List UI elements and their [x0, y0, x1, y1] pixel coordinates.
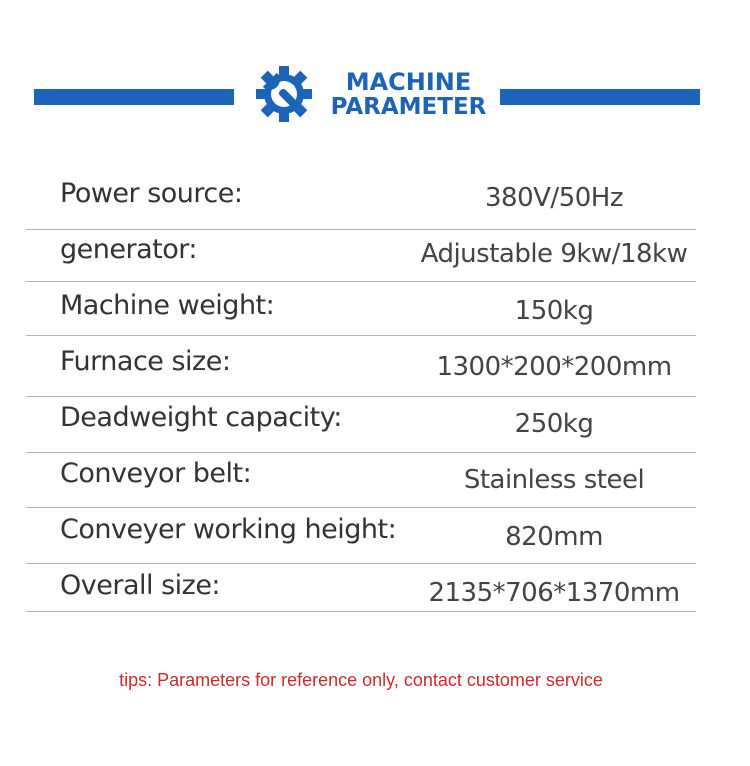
param-value: 150kg	[514, 296, 594, 326]
param-label: Conveyer working height:	[60, 514, 397, 545]
param-label: Deadweight capacity:	[60, 402, 342, 433]
title-line-1: MACHINE	[345, 68, 472, 96]
row-divider	[26, 335, 696, 336]
row-divider	[26, 396, 696, 397]
param-label: generator:	[60, 234, 197, 265]
param-value: 2135*706*1370mm	[428, 578, 680, 608]
param-label: Conveyor belt:	[60, 458, 252, 489]
param-value: 250kg	[514, 409, 594, 439]
title-line-2: PARAMETER	[330, 94, 487, 120]
row-divider	[26, 229, 696, 230]
param-label: Machine weight:	[60, 290, 275, 321]
tips-note: tips: Parameters for reference only, contact customer service	[119, 670, 603, 690]
param-label: Power source:	[60, 178, 243, 209]
param-value: 1300*200*200mm	[436, 352, 672, 382]
row-divider	[26, 563, 696, 564]
section-title	[321, 70, 496, 120]
param-value: Adjustable 9kw/18kw	[420, 239, 688, 269]
row-divider	[26, 507, 696, 508]
gear-wrench-icon	[255, 65, 313, 123]
header-bar-right	[500, 89, 700, 105]
parameter-table	[26, 170, 696, 612]
row-divider	[26, 452, 696, 453]
param-label: Overall size:	[60, 570, 221, 601]
param-value: 380V/50Hz	[485, 183, 623, 213]
header-bar-left	[34, 89, 234, 105]
param-label: Furnace size:	[60, 346, 231, 377]
param-value: Stainless steel	[463, 465, 645, 495]
param-value: 820mm	[505, 522, 603, 552]
row-divider	[26, 281, 696, 282]
row-divider	[26, 611, 696, 612]
